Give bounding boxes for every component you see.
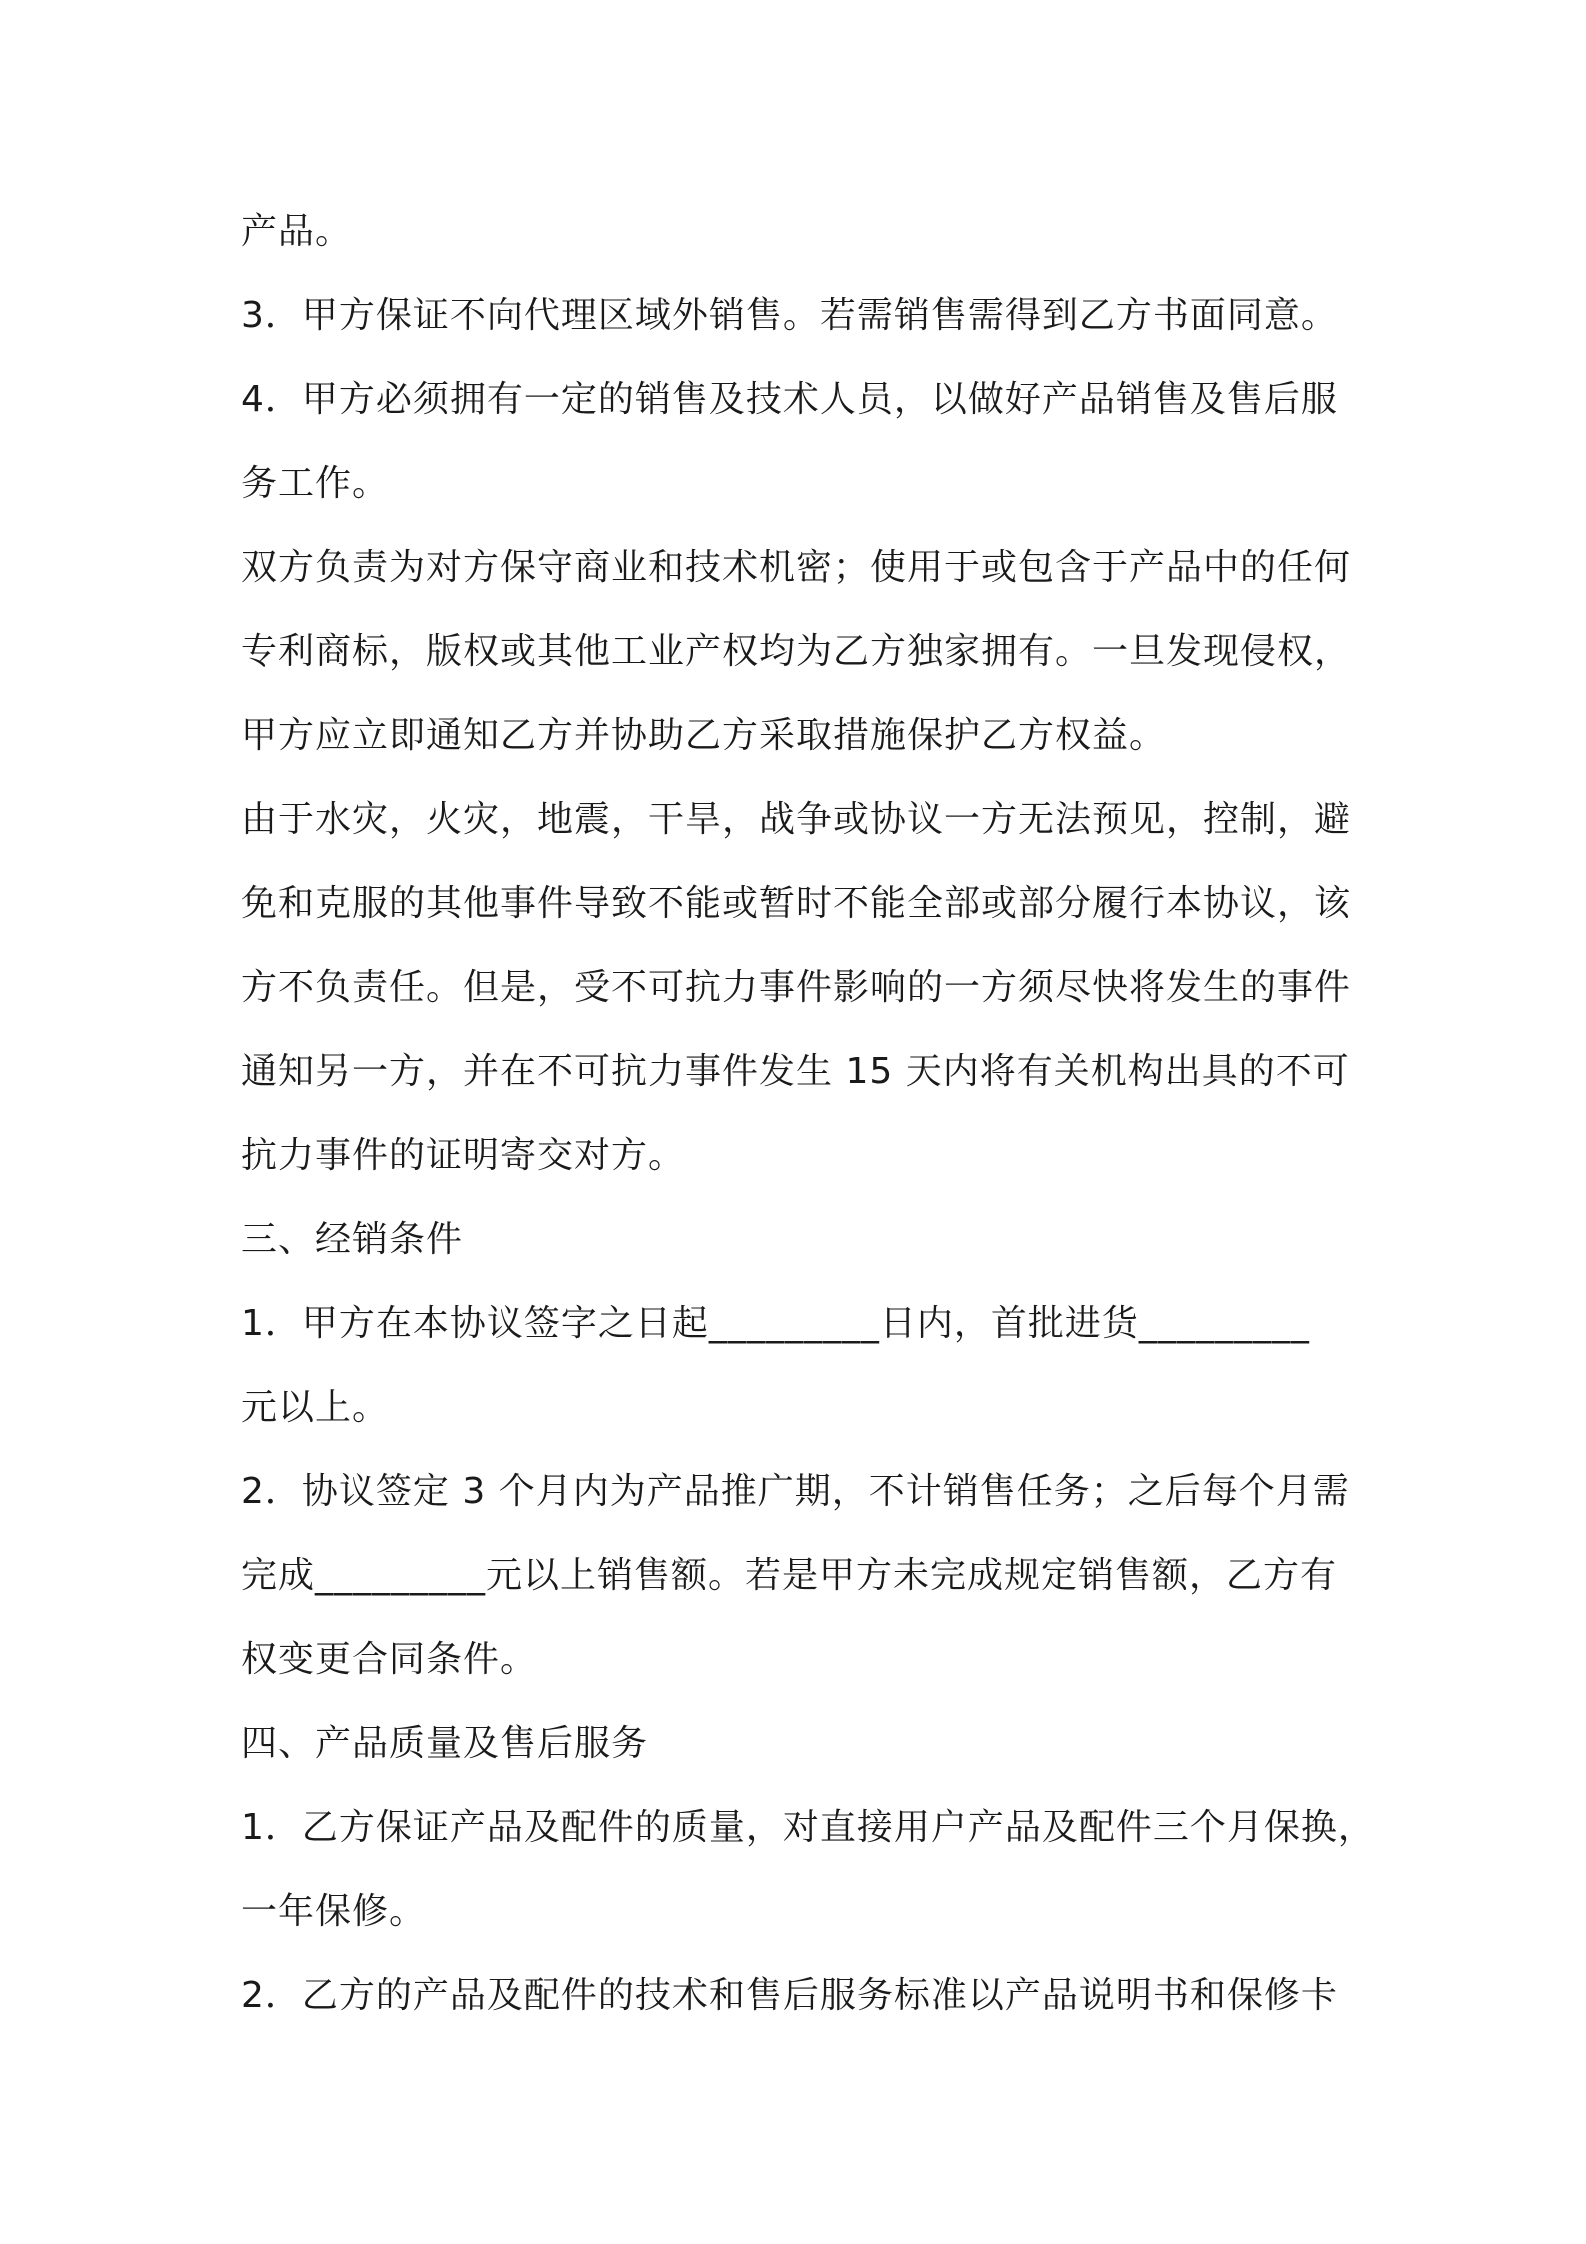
- paragraph: [241, 1954, 1361, 2038]
- text-line: 元以上。: [241, 1387, 390, 1428]
- paragraph: [241, 1450, 1361, 1702]
- text-line: 甲方应立即通知乙方并协助乙方采取措施保护乙方权益。: [241, 715, 1167, 756]
- text-line: 务工作。: [241, 463, 390, 504]
- paragraph: [241, 190, 1361, 274]
- text-line: 4．甲方必须拥有一定的销售及技术人员，以做好产品销售及售后服: [241, 379, 1338, 420]
- text-line: 三、经销条件: [241, 1219, 464, 1260]
- section-heading: [241, 1702, 1361, 1786]
- text-line: 方不负责任。但是，受不可抗力事件影响的一方须尽快将发生的事件: [241, 967, 1352, 1008]
- text-line: 2．乙方的产品及配件的技术和售后服务标准以产品说明书和保修卡: [241, 1975, 1338, 2016]
- text-line: 专利商标，版权或其他工业产权均为乙方独家拥有。一旦发现侵权，: [241, 631, 1352, 672]
- text-line: 1．乙方保证产品及配件的质量，对直接用户产品及配件三个月保换，: [241, 1807, 1375, 1848]
- text-line: 一年保修。: [241, 1891, 427, 1932]
- text-line: 2．协议签定 3 个月内为产品推广期，不计销售任务；之后每个月需: [241, 1471, 1350, 1512]
- paragraph: [241, 1282, 1361, 1450]
- text-line: 1．甲方在本协议签字之日起_________日内，首批进货_________: [241, 1303, 1310, 1344]
- paragraph: [241, 358, 1361, 526]
- paragraph: [241, 1786, 1375, 1954]
- text-line: 产品。: [241, 211, 353, 252]
- section-heading: [241, 1198, 1361, 1282]
- paragraph: [241, 778, 1361, 1198]
- paragraph: [241, 274, 1361, 358]
- text-line: 双方负责为对方保守商业和技术机密；使用于或包含于产品中的任何: [241, 547, 1352, 588]
- text-line: 四、产品质量及售后服务: [241, 1723, 649, 1764]
- text-line: 完成_________元以上销售额。若是甲方未完成规定销售额，乙方有: [241, 1555, 1338, 1596]
- text-line: 3．甲方保证不向代理区域外销售。若需销售需得到乙方书面同意。: [241, 295, 1338, 336]
- paragraph: [241, 526, 1361, 778]
- text-line: 抗力事件的证明寄交对方。: [241, 1135, 686, 1176]
- text-line: 由于水灾，火灾，地震，干旱，战争或协议一方无法预见，控制，避: [241, 799, 1352, 840]
- document-body: [241, 190, 1375, 2038]
- text-line: 免和克服的其他事件导致不能或暂时不能全部或部分履行本协议，该: [241, 883, 1352, 924]
- text-line: 通知另一方，并在不可抗力事件发生 15 天内将有关机构出具的不可: [241, 1051, 1350, 1092]
- text-line: 权变更合同条件。: [241, 1639, 538, 1680]
